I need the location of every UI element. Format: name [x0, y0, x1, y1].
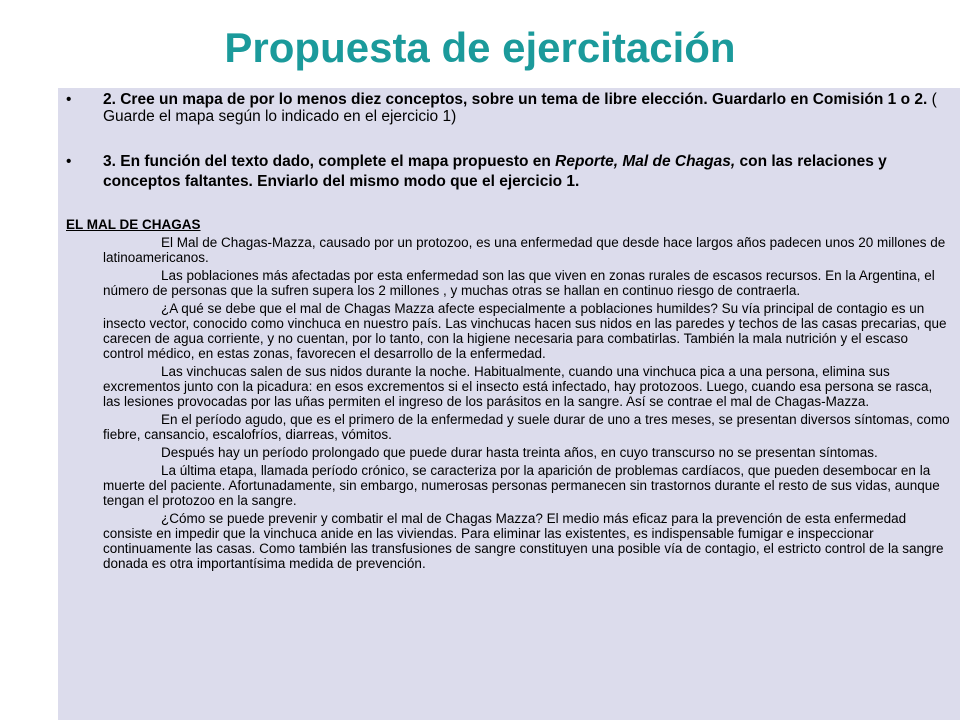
- slide-title: Propuesta de ejercitación: [224, 24, 736, 71]
- document-text: [66, 217, 956, 574]
- document-heading: EL MAL DE CHAGAS: [66, 217, 201, 232]
- bullet-text-italic: Reporte, Mal de Chagas,: [555, 153, 736, 170]
- paragraph: El Mal de Chagas-Mazza, causado por un protozoo, es una enfermedad que desde hace largos años padecen unos 20 millones de latinoamericanos.: [103, 235, 946, 265]
- bullet-text-normal: ( Guarde el mapa según lo indicado en el ejercicio 1): [103, 91, 937, 125]
- paragraph: En el período agudo, que es el primero de la enfermedad y suele durar de uno a tres meses, se presentan diversos síntomas, como fiebre, cansancio, escalofríos, diarreas, vómitos.: [103, 412, 950, 442]
- bullet-list: [64, 91, 956, 192]
- bullet-marker: •: [66, 153, 72, 170]
- bullet-text-bold: 2. Cree un mapa de por lo menos diez conceptos, sobre un tema de libre elección. Guardarlo en Comisión 1 o 2.: [103, 91, 928, 108]
- bullet-item-2: [64, 91, 956, 125]
- bullet-marker: •: [66, 91, 72, 108]
- bullet-item-3: [64, 152, 956, 192]
- paragraph: ¿A qué se debe que el mal de Chagas Mazza afecte especialmente a poblaciones humildes? Su vía principal de contagio es un insecto vector, conocido como vinchuca en nuestro país. Las vinchucas hacen sus nidos en las paredes y techos de las casas precarias, que carecen de agua corriente, y no cuentan, por lo tanto, con la higiene necesaria para combatirlas. También la mala nutrición y el escaso control médico, en estas zonas, favorecen el desarrollo de la enfermedad.: [103, 301, 947, 361]
- paragraph: La última etapa, llamada período crónico, se caracteriza por la aparición de problemas cardíacos, que pueden desembocar en la muerte del paciente. Afortunadamente, sin embargo, numerosas personas permanecen sin trastornos durante el resto de sus vidas, aunque tengan el protozoo en la sangre.: [103, 463, 940, 508]
- paragraph: Las vinchucas salen de sus nidos durante la noche. Habitualmente, cuando una vinchuca pica a una persona, elimina sus excrementos junto con la picadura: en esos excrementos si el insecto está infectado, hay protozoos. Luego, cuando esa persona se rasca, las lesiones provocadas por las uñas permiten el ingreso de los parásitos en la sangre. Así se contrae el mal de Chagas-Mazza.: [103, 364, 933, 409]
- bullet-text-bold: 3. En función del texto dado, complete el mapa propuesto en: [103, 153, 556, 170]
- bullet-text-bold-end: con las relaciones y conceptos faltantes. Enviarlo del mismo modo que el ejercicio 1.: [103, 153, 887, 190]
- paragraph: Después hay un período prolongado que puede durar hasta treinta años, en cuyo transcurso no se presentan síntomas.: [161, 445, 878, 460]
- paragraph: Las poblaciones más afectadas por esta enfermedad son las que viven en zonas rurales de escasos recursos. En la Argentina, el número de personas que la sufren supera los 2 millones , y muchas otras se hallan en continuo riesgo de contraerla.: [103, 268, 935, 298]
- paragraph: ¿Cómo se puede prevenir y combatir el mal de Chagas Mazza? El medio más eficaz para la prevención de esta enfermedad consiste en impedir que la vinchuca anide en las viviendas. Para eliminar las existentes, es indispensable fumigar e inspeccionar continuamente las casas. Como también las transfusiones de sangre constituyen una posible vía de contagio, el estricto control de la sangre donada es otra importantísima medida de prevención.: [103, 511, 944, 571]
